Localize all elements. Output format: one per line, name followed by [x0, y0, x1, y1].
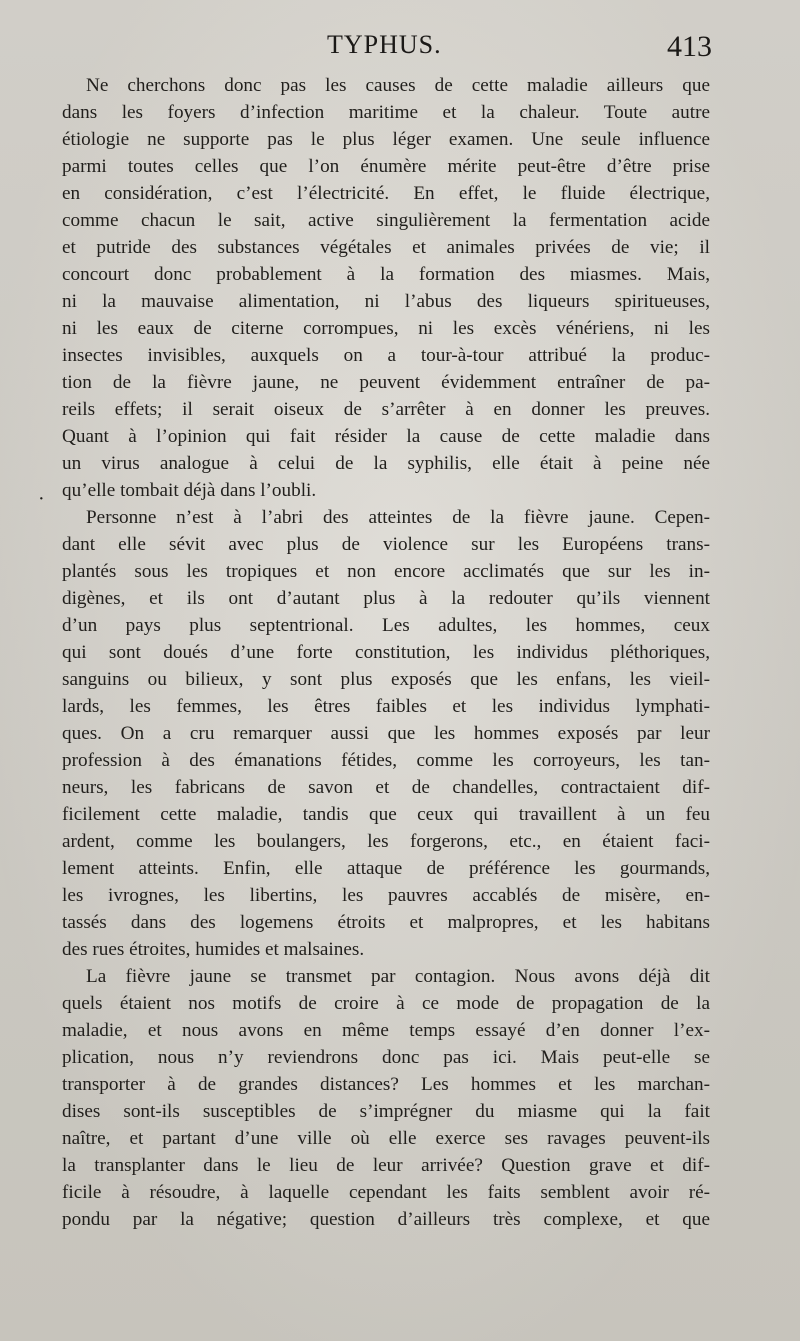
text-line: ficile à résoudre, à laquelle cependant les faits semblent avoir ré-: [62, 1182, 710, 1203]
text-line: ni la mauvaise alimentation, ni l’abus des liqueurs spiritueuses,: [62, 291, 710, 312]
margin-dot: ·: [38, 488, 45, 510]
text-line: transporter à de grandes distances? Les hommes et les marchan-: [62, 1074, 710, 1095]
text-line: un virus analogue à celui de la syphilis, elle était à peine née: [62, 453, 710, 474]
text-line: tassés dans des logemens étroits et malpropres, et les habitans: [62, 912, 710, 933]
text-line: digènes, et ils ont d’autant plus à la redouter qu’ils viennent: [62, 588, 710, 609]
text-line: neurs, les fabricans de savon et de chandelles, contractaient dif-: [62, 777, 710, 798]
text-line: profession à des émanations fétides, comme les corroyeurs, les tan-: [62, 750, 710, 771]
text-line: dises sont-ils susceptibles de s’imprégner du miasme qui la fait: [62, 1101, 710, 1122]
text-line: plication, nous n’y reviendrons donc pas ici. Mais peut-elle se: [62, 1047, 710, 1068]
text-line: pondu par la négative; question d’ailleurs très complexe, et que: [62, 1209, 710, 1230]
text-line: Personne n’est à l’abri des atteintes de la fièvre jaune. Cepen-: [86, 507, 710, 528]
text-line: parmi toutes celles que l’on énumère mérite peut-être d’être prise: [62, 156, 710, 177]
text-line: concourt donc probablement à la formation des miasmes. Mais,: [62, 264, 710, 285]
text-line: ficilement cette maladie, tandis que ceux qui travaillent à un feu: [62, 804, 710, 825]
text-line: sanguins ou bilieux, y sont plus exposés que les enfans, les vieil-: [62, 669, 710, 690]
text-line: La fièvre jaune se transmet par contagion. Nous avons déjà dit: [86, 966, 710, 987]
text-line: dans les foyers d’infection maritime et la chaleur. Toute autre: [62, 102, 710, 123]
text-line: étiologie ne supporte pas le plus léger examen. Une seule influence: [62, 129, 710, 150]
text-line: ardent, comme les boulangers, les forgerons, etc., en étaient faci-: [62, 831, 710, 852]
page-header: [62, 30, 712, 66]
text-line: dant elle sévit avec plus de violence sur les Européens trans-: [62, 534, 710, 555]
text-line: qu’elle tombait déjà dans l’oubli.: [62, 480, 317, 501]
text-line: Ne cherchons donc pas les causes de cette maladie ailleurs que: [86, 75, 710, 96]
text-line: ques. On a cru remarquer aussi que les hommes exposés par leur: [62, 723, 710, 744]
text-line: la transplanter dans le lieu de leur arrivée? Question grave et dif-: [62, 1155, 710, 1176]
text-line: en considération, c’est l’électricité. En effet, le fluide électrique,: [62, 183, 710, 204]
text-line: les ivrognes, les libertins, les pauvres accablés de misère, en-: [62, 885, 710, 906]
text-line: d’un pays plus septentrional. Les adultes, les hommes, ceux: [62, 615, 710, 636]
text-line: lement atteints. Enfin, elle attaque de préférence les gourmands,: [62, 858, 710, 879]
text-line: Quant à l’opinion qui fait résider la cause de cette maladie dans: [62, 426, 710, 447]
body-text: [62, 72, 710, 1233]
text-line: naître, et partant d’une ville où elle exerce ses ravages peuvent-ils: [62, 1128, 710, 1149]
text-line: reils effets; il serait oiseux de s’arrêter à en donner les preuves.: [62, 399, 710, 420]
text-line: plantés sous les tropiques et non encore acclimatés que sur les in-: [62, 561, 710, 582]
running-head: TYPHUS.: [327, 30, 442, 59]
text-line: tion de la fièvre jaune, ne peuvent évidemment entraîner de pa-: [62, 372, 710, 393]
text-line: qui sont doués d’une forte constitution, les individus pléthoriques,: [62, 642, 710, 663]
text-line: insectes invisibles, auxquels on a tour-à-tour attribué la produc-: [62, 345, 710, 366]
text-line: maladie, et nous avons en même temps essayé d’en donner l’ex-: [62, 1020, 710, 1041]
page-number: 413: [667, 30, 712, 63]
text-line: et putride des substances végétales et animales privées de vie; il: [62, 237, 710, 258]
text-line: quels étaient nos motifs de croire à ce mode de propagation de la: [62, 993, 710, 1014]
text-line: lards, les femmes, les êtres faibles et les individus lymphati-: [62, 696, 710, 717]
text-line: comme chacun le sait, active singulièrement la fermentation acide: [62, 210, 710, 231]
text-line: des rues étroites, humides et malsaines.: [62, 939, 365, 960]
text-line: ni les eaux de citerne corrompues, ni les excès vénériens, ni les: [62, 318, 710, 339]
